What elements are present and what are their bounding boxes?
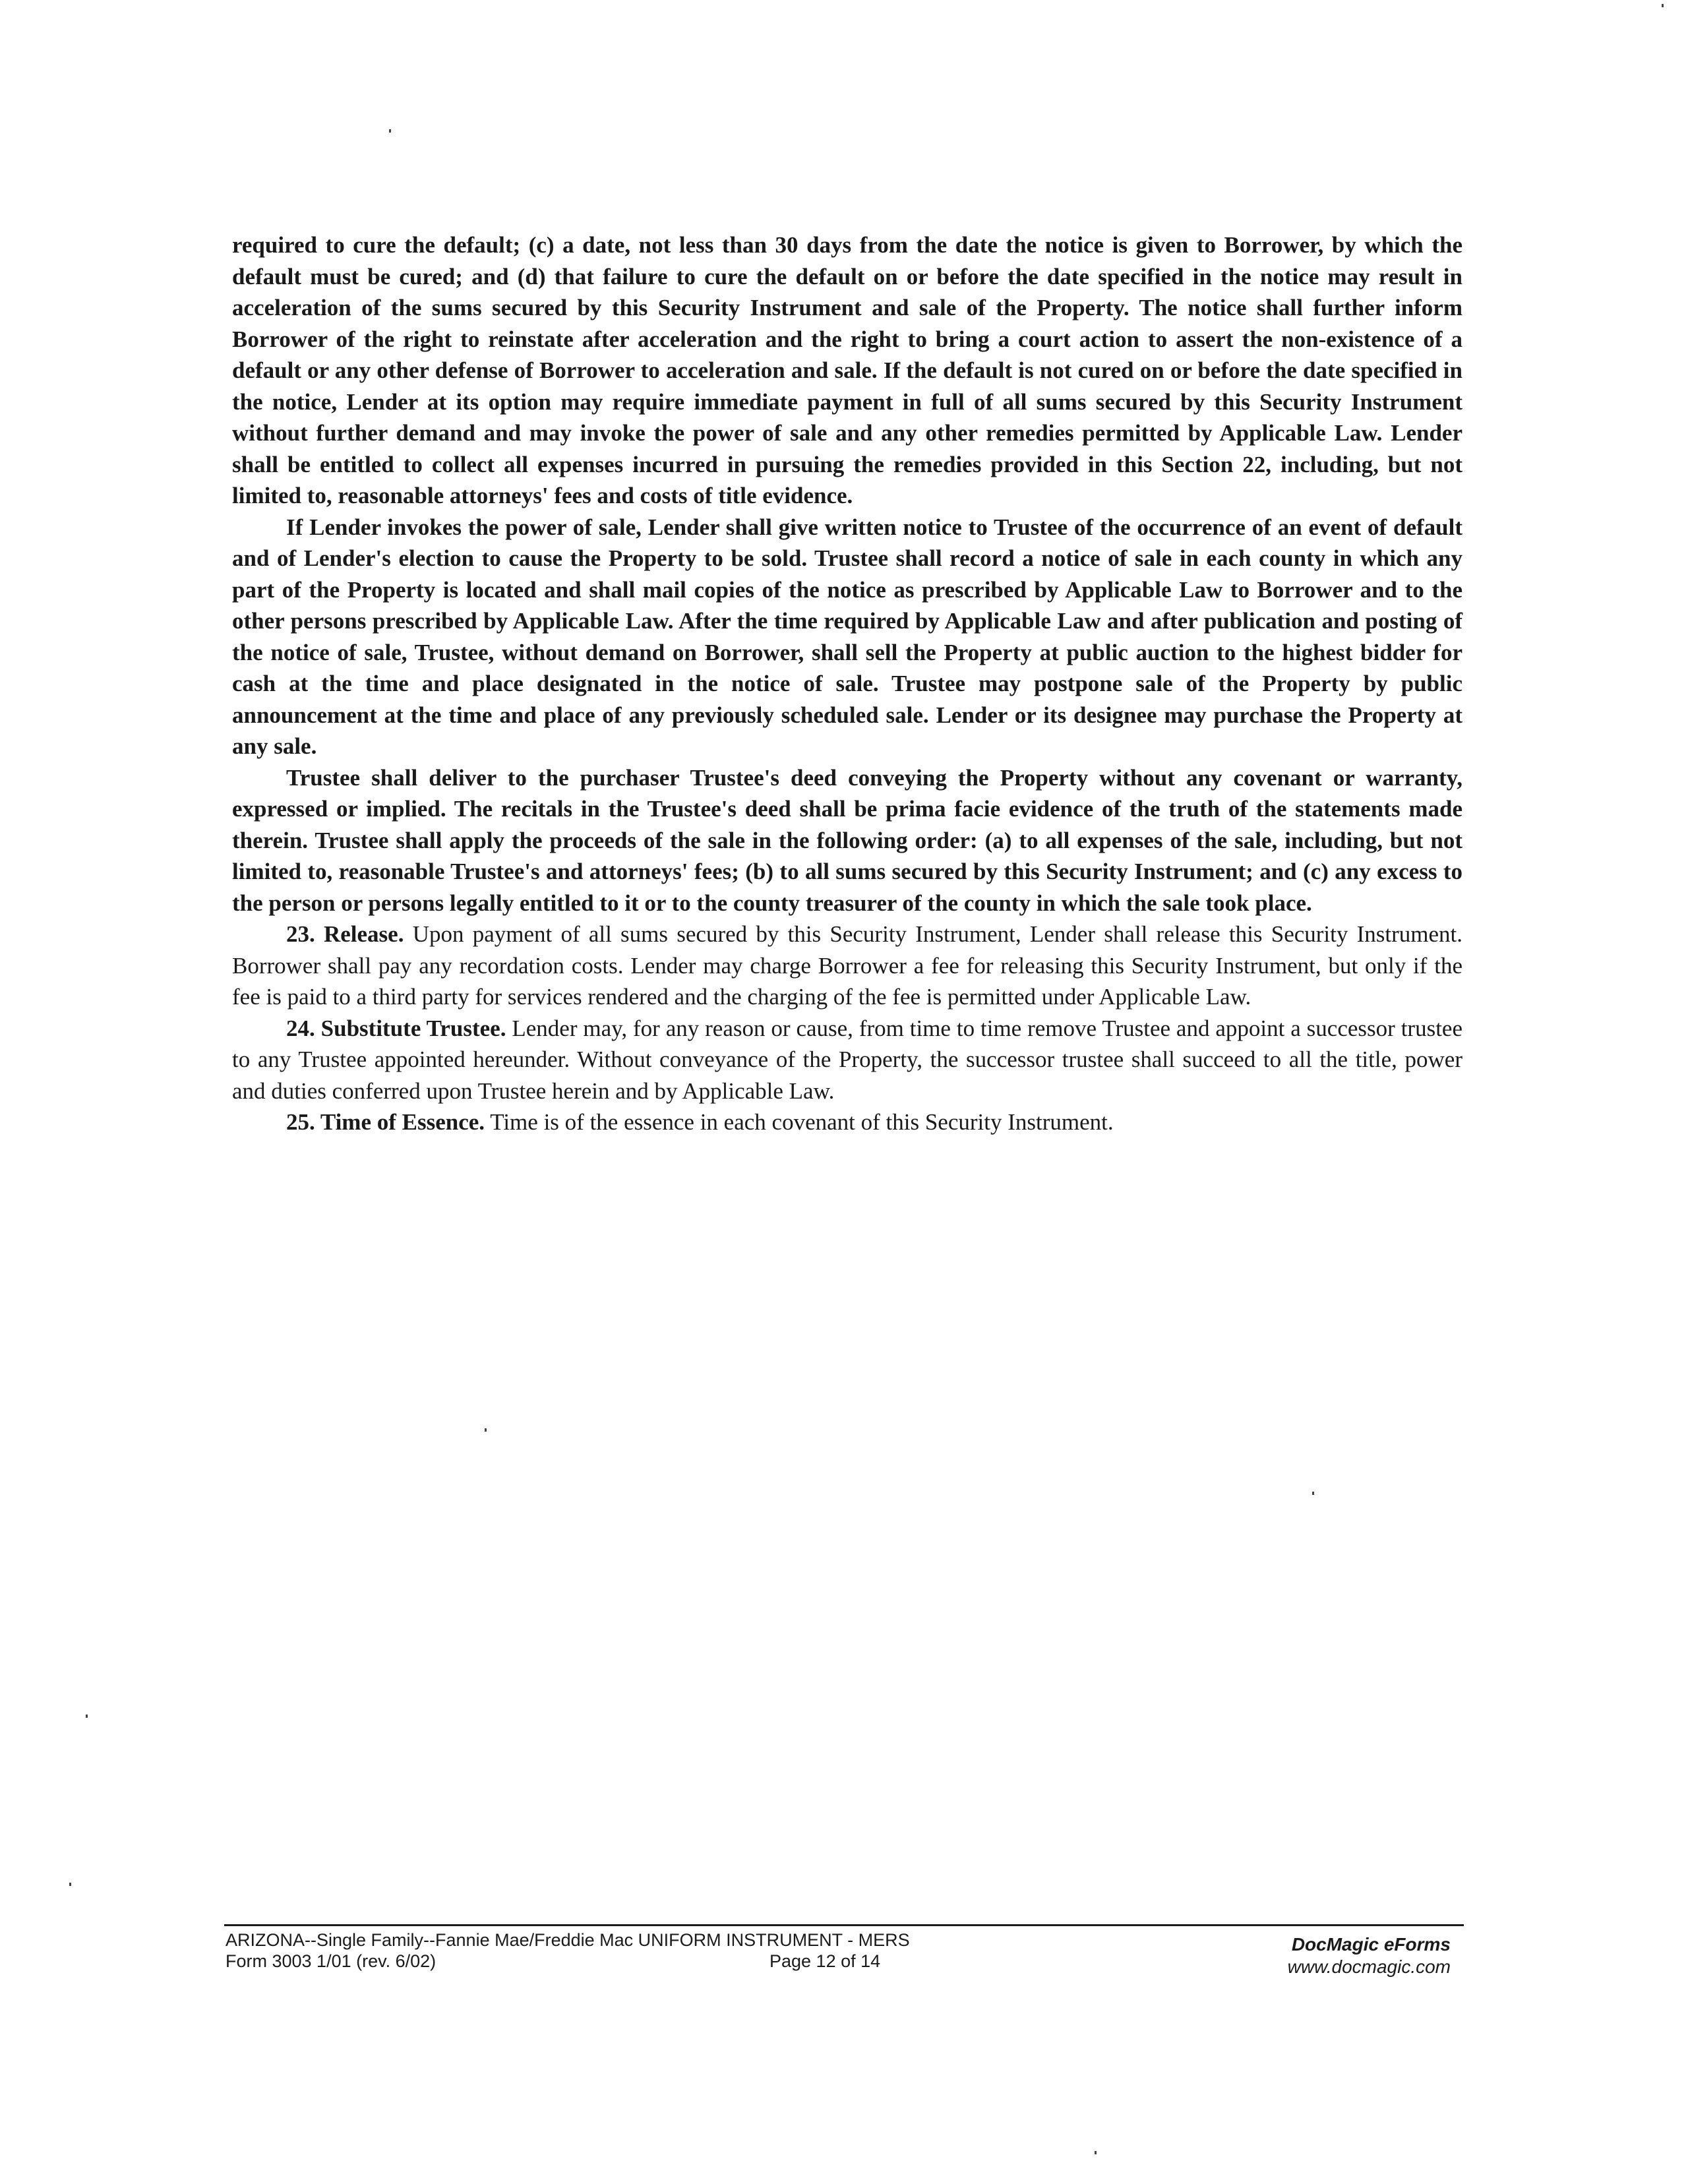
page-number: Page 12 of 14	[769, 1951, 881, 1971]
scan-speck	[86, 1714, 88, 1718]
footer-line-2-wrapper	[226, 1951, 1083, 1972]
footer-form-info	[226, 1929, 1083, 1972]
docmagic-logo: DocMagic eForms	[1291, 1934, 1451, 1955]
section-23-text: Upon payment of all sums secured by this Security Instrument, Lender shall release this Security Instrument. Borrower shall pay any recordation costs. Lender may charge Borrower a fee for releasing this Security Instrument, but only if the fee is paid to a third party for services rendered and the charging of the fee is permitted under Applicable Law.	[232, 921, 1462, 1010]
section-24-text: Lender may, for any reason or cause, from time to time remove Trustee and appoint a successor trustee to any Trustee appointed hereunder. Without conveyance of the Property, the successor trustee shall succeed to all the title, power and duties conferred upon Trustee herein and by Applicable Law.	[232, 1015, 1462, 1104]
footer-form-number: Form 3003 1/01 (rev. 6/02)	[226, 1951, 437, 1971]
section-23-heading: 23. Release.	[286, 921, 404, 947]
footer-line-1: ARIZONA--Single Family--Fannie Mae/Freddie Mac UNIFORM INSTRUMENT - MERS	[226, 1930, 910, 1950]
section-23-release	[232, 919, 1462, 1013]
scan-speck	[69, 1883, 71, 1886]
scan-speck	[1662, 4, 1664, 7]
section-25-text: Time is of the essence in each covenant of this Security Instrument.	[490, 1109, 1114, 1135]
section-25-heading: 25. Time of Essence.	[286, 1109, 485, 1135]
scan-speck	[389, 129, 391, 133]
section-24-substitute-trustee	[232, 1013, 1462, 1107]
trustee-deed-paragraph: Trustee shall deliver to the purchaser Trustee's deed conveying the Property without any covenant or warranty, expressed or implied. The recitals in the Trustee's deed shall be prima facie evidence of the truth of the statements made therein. Trustee shall apply the proceeds of the sale in the following order: (a) to all expenses of the sale, including, but not limited to, reasonable Trustee's and attorneys' fees; (b) to all sums secured by this Security Instrument; and (c) any excess to the person or persons legally entitled to it or to the county treasurer of the county in which the sale took place.	[232, 764, 1462, 916]
scan-speck	[1095, 2151, 1097, 2154]
scan-speck	[485, 1428, 487, 1432]
document-body	[232, 229, 1462, 1138]
footer-divider	[224, 1924, 1464, 1926]
docmagic-url: www.docmagic.com	[1287, 1957, 1451, 1977]
power-of-sale-paragraph: If Lender invokes the power of sale, Lender shall give written notice to Trustee of the occurrence of an event of default and of Lender's election to cause the Property to be sold. Trustee shall record a notice of sale in each county in which any part of the Property is located and shall mail copies of the notice as prescribed by Applicable Law to Borrower and to the other persons prescribed by Applicable Law. After the time required by Applicable Law and after publication and posting of the notice of sale, Trustee, without demand on Borrower, shall sell the Property at public auction to the highest bidder for cash at the time and place designated in the notice of sale. Trustee may postpone sale of the Property by public announcement at the time and place of any previously scheduled sale. Lender or its designee may purchase the Property at any sale.	[232, 514, 1462, 759]
section-24-heading: 24. Substitute Trustee.	[286, 1015, 506, 1041]
footer-brand	[1121, 1933, 1451, 1978]
section-25-time-of-essence	[232, 1107, 1462, 1138]
section-22-continuation: required to cure the default; (c) a date, not less than 30 days from the date the notice is given to Borrower, by which the default must be cured; and (d) that failure to cure the default on or before the date specified in the notice may result in acceleration of the sums secured by this Security Instrument and sale of the Property. The notice shall further inform Borrower of the right to reinstate after acceleration and the right to bring a court action to assert the non-existence of a default or any other defense of Borrower to acceleration and sale. If the default is not cured on or before the date specified in the notice, Lender at its option may require immediate payment in full of all sums secured by this Security Instrument without further demand and may invoke the power of sale and any other remedies permitted by Applicable Law. Lender shall be entitled to collect all expenses incurred in pursuing the remedies provided in this Section 22, including, but not limited to, reasonable attorneys' fees and costs of title evidence.	[232, 232, 1462, 508]
scan-speck	[1312, 1492, 1314, 1495]
